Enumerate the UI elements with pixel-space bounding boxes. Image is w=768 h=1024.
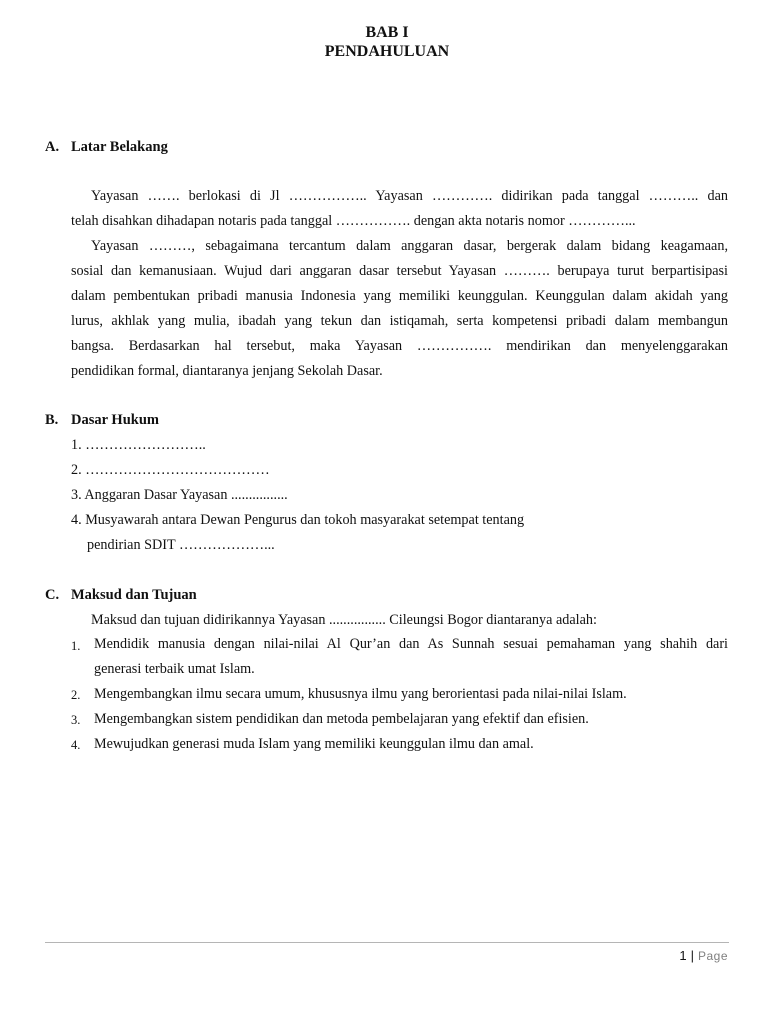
- section-a-letter: A.: [45, 139, 60, 155]
- section-c-heading: [45, 586, 197, 604]
- footer-divider: [45, 942, 729, 943]
- list-item-text: Mengembangkan sistem pendidikan dan metoda pembelajaran yang efektif dan efisien.: [94, 711, 589, 727]
- list-number: 2.: [71, 688, 81, 702]
- list-item-text: Mewujudkan generasi muda Islam yang memiliki keunggulan ilmu dan amal.: [94, 736, 534, 752]
- page-footer: [679, 948, 728, 963]
- list-item-text: Mendidik manusia dengan nilai-nilai Al Qur’an dan As Sunnah sesuai pemahaman yang shahih dari: [94, 636, 728, 652]
- section-a-heading: [45, 138, 168, 156]
- paragraph-line: lurus, akhlak yang mulia, ibadah yang tekun dan istiqamah, serta kompetensi pribadi dalam membangun: [71, 313, 728, 329]
- paragraph-line: sosial dan kemanusiaan. Wujud dari anggaran dasar tersebut Yayasan ………. berupaya turut berpartisipasi: [71, 263, 728, 279]
- section-c-title: Maksud dan Tujuan: [71, 587, 197, 603]
- section-c-letter: C.: [45, 587, 60, 603]
- paragraph-line: Yayasan ……. berlokasi di Jl …………….. Yayasan …………. didirikan pada tanggal ……….. dan: [91, 188, 728, 204]
- paragraph-line: pendidikan formal, diantaranya jenjang Sekolah Dasar.: [71, 363, 383, 379]
- page-label: Page: [697, 949, 728, 963]
- list-number: 4.: [71, 738, 81, 752]
- list-item: 3. Anggaran Dasar Yayasan ................: [71, 487, 288, 503]
- list-number: 1.: [71, 639, 81, 653]
- section-c-intro: Maksud dan tujuan didirikannya Yayasan ................ Cileungsi Bogor diantaranya adalah:: [91, 612, 597, 628]
- chapter-number: BAB I: [365, 24, 409, 41]
- section-a-title: Latar Belakang: [71, 139, 168, 155]
- chapter-title: PENDAHULUAN: [324, 43, 450, 60]
- list-item: 2. …………………………………: [71, 462, 270, 478]
- list-number: 3.: [71, 713, 81, 727]
- list-item-continuation: pendirian SDIT ………………...: [87, 537, 275, 553]
- section-b-title: Dasar Hukum: [71, 412, 159, 428]
- section-b-letter: B.: [45, 412, 59, 428]
- list-item-text: Mengembangkan ilmu secara umum, khususnya ilmu yang berorientasi pada nilai-nilai Islam.: [94, 686, 627, 702]
- list-item: 1. ……………………..: [71, 437, 206, 453]
- list-item: 4. Musyawarah antara Dewan Pengurus dan tokoh masyarakat setempat tentang: [71, 512, 525, 528]
- paragraph-line: telah disahkan dihadapan notaris pada tanggal ……………. dengan akta notaris nomor …………...: [71, 213, 636, 229]
- page-number: 1: [679, 948, 687, 963]
- footer-separator: |: [690, 948, 694, 963]
- list-item-text: generasi terbaik umat Islam.: [94, 661, 255, 677]
- paragraph-line: dalam pembentukan pribadi manusia Indonesia yang memiliki keunggulan. Keunggulan dalam akidah yang: [71, 288, 728, 304]
- paragraph-line: Yayasan ………, sebagaimana tercantum dalam anggaran dasar, bergerak dalam bidang keagamaan,: [91, 238, 728, 254]
- paragraph-line: bangsa. Berdasarkan hal tersebut, maka Yayasan ……………. mendirikan dan menyelenggarakan: [71, 338, 728, 354]
- section-b-heading: [45, 411, 159, 429]
